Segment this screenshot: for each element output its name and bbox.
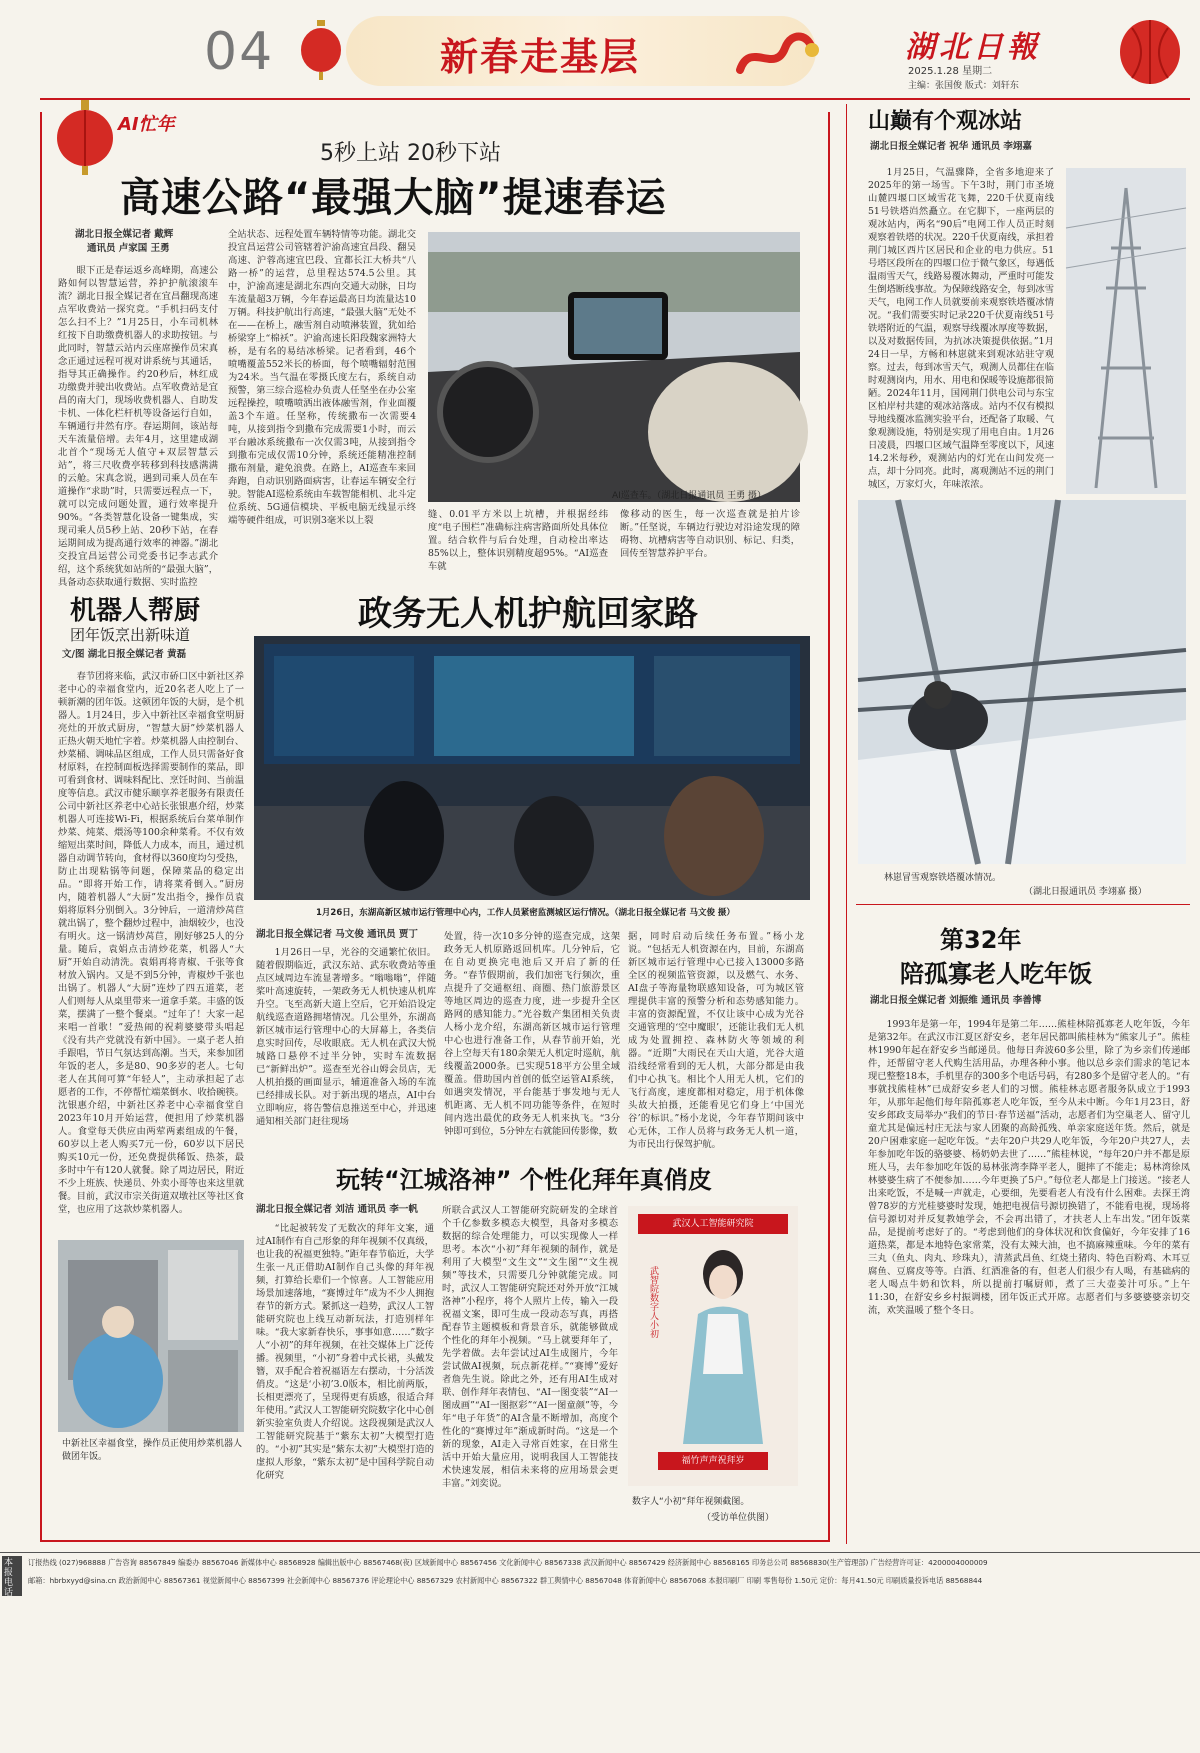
main-kicker: 5秒上站 20秒下站 (320, 141, 501, 166)
elderly-byline: 湖北日报全媒记者 刘振维 通讯员 李善博 (870, 995, 1042, 1006)
avatar-headline: 玩转“江城洛神” 个性化拜年真俏皮 (336, 1166, 712, 1194)
drone-photo-caption: 1月26日，东湖高新区城市运行管理中心内，工作人员紧密监测城区运行情况。（湖北日报全媒记者 马文俊 摄） (316, 908, 735, 918)
footer-rule (0, 1552, 1200, 1553)
main-col-4: 像移动的医生，每一次巡查就是拍片诊断。”任坚说，车辆边行驶边对沿途发现的障碍物、坑槽病害等自动识别、标记、归类，回传至智慧养护平台。 (620, 509, 800, 559)
right-column-rule (846, 104, 847, 1544)
robot-byline: 文/图 湖北日报全媒记者 黄磊 (62, 649, 187, 660)
date-line: 2025.1.28 星期二 (908, 66, 993, 77)
main-col-3: 缝、0.01平方米以上坑槽，并根据经纬度“电子围栏”准确标注病害路面所处具体位置。结合软件与后台处理，自动检出率达85%以上，整体识别精度超95%。“AI巡查车就 (428, 509, 608, 572)
image-vertical-text: 武智院数字人小初 (648, 1266, 658, 1338)
ice-body: 1月25日，气温骤降，全省多地迎来了2025年的第一场雪。下午3时，荆门市圣境山麓四堰口区域雪花飞舞，220千伏夏南线51号铁塔岿然矗立。在它脚下，一座两层的观冰站内，两名“90后”电网工作人员正时刻观察着铁塔的状况。220千伏夏南线，承担着荆门城区西片区居民和企业的电力供应。51号塔区段所在的四堰口位于微气象区，每遇低温雨雪天气，线路易覆冰舞动，严重时可能发生倒塔断线事故。为保障线路安全，每到冰雪天气，电网工作人员就要前来观察铁塔覆冰情况。“我们需要实时记录220千伏夏南线51号铁塔附近的气温，观察导线覆冰厚度等数据，以及对数据传回，为抗冰决策提供依据。”1月24日一早，方畅和林崽就来到观冰站驻守观察。过去，每到冰雪天气，观测人员都住在临时观测岗内，用水、用电和保暖等设施都很简陋。2024年11月，国网荆门供电公司与东宝区柏岸村共建的观冰站落成。站内不仅有模拟导地线覆冰监测实验平台，还配备了取暖、气象观测设施，特别是实现了用电自由。1月26日凌晨，四堰口区域气温降至零度以下，风速14.2米每秒，观测站内的灯光在山间发亮一点，却十分同亮。此时，离观测站不远的荆门城区，万家灯火，年味浓浓。 (868, 167, 1054, 490)
robot-subhead: 团年饭烹出新味道 (70, 626, 191, 644)
ice-headline: 山巅有个观冰站 (868, 109, 1023, 134)
corner-lantern-icon (55, 100, 115, 175)
masthead (0, 0, 1200, 100)
tower-photo (1066, 168, 1186, 494)
elderly-body: 1993年是第一年，1994年是第二年……熊桂林陪孤寡老人吃年饭，今年是第32年。在武汉市江夏区舒安乡，老年居民都叫熊桂林为“熊家儿子”。熊桂林1990年起在舒安乡当邮递员。他每日奔波60多公里，除了为乡亲们传递邮件，还帮留守老人代购生活用品，办理各种小事。他以总乡亲们需求的笔记本现已整整18本，手机里存的300多个电话号码，有280多个是留守老人的。“有事就找熊桂林”已成舒安乡老人们的习惯。熊桂林志愿者服务队成立于1993年，从那年起他们每年陪孤寡老人吃年饭，至今从未中断。今年1月23日，舒安乡郎政支局举办“我们的节日·春节送福”活动，志愿者们为空巢老人、留守儿童尤其是偏远村庄无法与家人团聚的高龄孤残、单亲家庭送年货。然后，就是20户困难家庭一起吃年饭。“去年20户共29人吃年饭，今年20户共27人，去年参加吃年饭的骆婆婆、杨奶奶去世了……”熊桂林说，“每年20户并不都是原班人马，去年参加吃年饭的易林张湾李降平老人，腿摔了不能走；易林湾徐凤林婆婆生病了不便参加……今年更换了5户。”每位老人都是上门接送。“接老人出来吃饭，不是喊一声就走，心要细，先要看老人有没有什么困难。去探王湾曾78岁的方光桂婆婆时发现，她把电视信号源切换错了，不能看电视，现场将信号源切对并反复教她学会，不会再出错了，才扶老人上车出发。”团年饭菜品，是提前考虑好了的。“考虑到他们的身体状况和饮食偏好，今年安排了16道热菜，都是本地特色家常菜，没有太辣大油，也不搞麻辣重味。今年的菜有三丸（鱼丸、肉丸、珍珠丸），清蒸武昌鱼、红烧土猪肉、特色百粉鸡、木耳豆腐鱼、豆腐皮等等。白酒、红酒准备的有，但老人们很少有人喝，有基础病的老人喝点牛奶和饮料，所以提前打嘱厨师，煮了三大壶姜汁可乐。”上午11:30，在舒安乡乡村振调楼，团年饭正式开席。志愿者们与多婆婆婆亲切交流，欢笑温暖了整个冬日。 (868, 1019, 1190, 1316)
footer-box-label: 本报电话 (2, 1556, 22, 1596)
robot-headline: 机器人帮厨 (70, 596, 201, 626)
lantern-decoration-icon (300, 20, 342, 80)
footer-line-2: 邮箱：hbrbxyyd@sina.cn 政治新闻中心 88567361 视觉新闻中心 88567399 社会新闻中心 88567376 评论理论中心 88567329 农村新闻中心 88567322 群工舆情中心 88567048 体育新闻中心 88567068 本报印刷厂 印刷 零售每份 1.50元 定价：每月41.50元 印刷质量投诉电话 88568844 (28, 1576, 983, 1585)
drone-byline: 湖北日报全媒记者 马文俊 通讯员 贾丁 (256, 929, 418, 940)
ice-byline: 湖北日报全媒记者 祝华 通讯员 李翊嘉 (870, 141, 1032, 152)
main-photo-caption: AI巡查车。（湖北日报通讯员 王勇 摄） (612, 491, 767, 501)
drone-col-3: 据，同时启动后续任务布置。”杨小龙说。“包括无人机资源在内，目前，东湖高新区城市运行管理中心已接入13000多路全区的视频监管资源，以及燃气、水务、AI盘子等海量物联感知设备，可为城区管理提供丰富的预警分析和态势感知能力。丰富的资源配置，不仅让该中心成为光谷交通管理的‘空中魔眼’，还能让我们无人机成为处置拥控、森林防火等领域的利器。“近期”大雨民在天山大道，光谷大道沿线经常看到的无人机，大部分都是由我们中心执飞。相比个人用无人机，它们的飞行高度，速度都相对稳定，用于机体像头故大拍摄，还能看见它们身上‘中国光谷’的标识。”杨小龙说，今年春节期间该中心无休，工作人员将与政务无人机一道，为市民出行保驾护航。 (628, 931, 804, 1150)
elderly-headline-2: 陪孤寡老人吃年饭 (900, 960, 1092, 988)
drone-headline: 政务无人机护航回家路 (358, 594, 698, 634)
main-byline-1: 湖北日报全媒记者 戴辉 (75, 229, 174, 240)
drone-col-1: 1月26日一早，光谷的交通繁忙依旧。随着假期临近，武汉东站、武东收费站等重点区域周边车流显著增多。“嗡嗡嗡”，伴随桨叶高速旋转，一架政务无人机快速从机库升空。飞至高新大道上空后，它开始沿设定航线巡查道路拥堵情况。几公里外，东湖高新区城市运行管理中心的大屏幕上，各类信息实时回传，尽收眼底。无人机在武汉大悦城路口悬停不过半分钟，实时车流数据已“新鲜出炉”。巡查至光谷山姆会员店，无人机拍摄的画面显示，辅道准备入场的车流已经排成长队。对于新出现的堵点，AI中台立即响应，将告警信息推送至中心，并迅速通知相关部门赶往现场 (256, 947, 436, 1127)
avatar-photo-caption-2: （受访单位供图） (702, 1513, 775, 1523)
ice-photo (858, 500, 1186, 864)
robot-body: 春节团将来临，武汉市硚口区中新社区养老中心的幸福食堂内，近20名老人吃上了一顿新潮的团年饭。这顿团年饭的大厨，是个机器人。1月24日，步入中新社区幸福食堂明厨亮灶的开放式厨房，“智慧大厨”炒菜机器人正热火朝天地忙字着。炒菜机器人由控制台、炒菜桶、调味品区组成，工作人员只需备好食材原料，在控制面板选择需要制作的菜品，即可看到食材、调味料配比、烹饪时间、当前温度等信息。武汉市健乐颐享养老服务有限责任公司中新社区养老中心站长张银惠介绍，炒菜机器人可连接Wi-Fi，根据系统后台菜单制作炒菜、炖菜、煨汤等100余种菜肴。不仅有效缩短出菜时间，降低人力成本，而且，通过机器自动调节转向，食材得以360度均匀受热，防止出现粘锅等问题，保障菜品的稳定出品。“即将开始工作，请将菜肴倒入。”厨房内，随着机器人“大厨”发出指令，操作员袁娟将原料分别倒入。3分钟后，一道清炒莴苣就出锅了，整个翻炒过程中，油烟较少，也没有明火。这一锅清炒莴苣，刚好够25人的分量。随后，袁娟点击清炒花菜，机器人“大厨”开始自动清洗。袁娟再将青椒、千张等食材放入锅内。又是不到5分钟，青椒炒千张也出锅了。机器人“大厨”连炒了四五道菜，老人们则每人从桌里带来一道拿手菜。丰盛的饭菜，摆满了一整个餐桌。“过年了！大家一起来唱一首歌！”爱热闹的祝莉婆婆带头唱起《没有共产党就没有新中国》。一桌子老人拍手跟唱，节日气氛达到高潮。当天，来参加团年饭的老人，多是80、90多岁的老人。七旬老人在其间可算“年轻人”，主动承担起了志愿者的工作，不停帮忙端菜倒水、收拾碗筷。沈银惠介绍，中新社区养老中心幸福食堂自2023年10月开始运营，便担用了炒菜机器人。食堂每天供应由两荤两素组成的午餐，60岁以上老人购买7元一份，60岁以下居民购买10元一份，还免费提供稀饭、热茶，最多时中午有120人就餐。除了周边居民，附近不少上班族、快递员、外卖小哥等也来这里就餐。目前，武汉市宗关街道双墩社区等社区食堂，也应用了这款炒菜机器人。 (58, 671, 244, 1215)
footer-line-1: 订报热线 (027)968888 广告咨询 88567849 编委办 88567046 新媒体中心 88568928 编辑出版中心 88567468(夜) 区域新闻中心 88567456 文化新闻中心 88567338 武汉新闻中心 88567429 经济新闻中心 88568165 印务总公司 88568830(生产管理部) 广告经营许可证：4200004000009 (28, 1558, 988, 1567)
image-banner-text: 福竹声声祝拜岁 (658, 1452, 768, 1470)
avatar-col-2: 所联合武汉人工智能研究院研发的全球首个千亿参数多模态大模型，具备对多模态数据的综合处理能力，可以实现像人一样思考。本次“小初”拜年视频的制作，就是利用了大模型“文生文”“文生图”“文生视频”等技术，只需要几分钟就能完成。同时，武汉人工智能研究院还对外开放“江城洛神”小程序，将个人照片上传，输入一段祝福文案，即可生成一段动态写真，再搭配春节主题模板和背景音乐，就能够做成个性化的拜年小视频。“马上就要拜年了，先学着做。去年尝试过AI生成图片，今年尝试做AI视频，玩点新花样。”“赛博”爱好者詹先生说。除此之外，还有用AI生成对联、创作拜年表情包、“AI一图变装”“AI一图成画”“AI一图抠彩”“AI一图童颜”等，今年“电子年货”的AI含量不断增加，高度个性化的“赛博过年”渐成新时尚。“这是一个新的现象，AI走入寻常百姓家，在日常生活中开始大量应用，说明我国人工智能技术快速发展，相信未来将的应用场景会更丰富。”刘奕说。 (442, 1205, 618, 1489)
main-col-1: 眼下正是春运返乡高峰期，高速公路如何以智慧运营，养护护航滚滚车流？湖北日报全媒记者在宜昌翻现高速点军收费站一探究竟。“手机扫码支付怎么扫不上？”1月25日，小车司机林红按下自助缴费机器人的求助按钮。与此同时，智慧云站内云座席操作员宋真念正通过远程可视对讲系统与其通话，指导其正确操作。约20秒后，林红成功缴费并驶出收费站。点军收费站是宜昌的南大门，现场收费机器人、自助发卡机、一体化栏杆机等设备运行自如，车辆通行井然有序。春运期间，该站每天车流量倍增。去年4月，这里建成湖北首个“现场无人值守+双层智慧云站”，将三尺收费亭转移到科技感满满的云舱。宋真念说，遇到司乘人员在车道操作“求助”时，只需要远程点一下，就可以完成问题处置，通行效率提升90%。“各类智慧化设备一键集成，实现司乘人员5秒上站、20秒下站，在春运期间成为提高通行效率的神器。”湖北交投宜昌运营公司党委书记李志武介绍，这个系统犹如站所的“最强大脑”，具备动态获取通行数据、实时监控 (58, 265, 218, 588)
paper-name: 湖北日報 (905, 30, 1041, 65)
main-col-2: 全站状态、远程处置车辆特情等功能。湖北交投宜昌运营公司管辖着沪渝高速宜昌段、翻吴高速、沪蓉高速宜巴段、宜都长江大桥共“八路一桥”的运营，总里程达574.5公里。其中，沪渝高速是湖北东西向交通大动脉，日均车流量超3万辆，今年春运最高日均流量达10万辆。科技护航出行高速，“最强大脑”无处不在——在桥上，融雪剂自动喷淋装置，犹如给桥梁穿上“棉袄”。沪渝高速长阳段魏家洲特大桥，是有名的易结冰桥梁。记者看到，46个喷嘴覆盖552米长的桥面，每个喷嘴辐射范围为24米。当气温在零摄氏度左右，系统自动预警，第三综合巡检办负责人任坚坐在办公室远程操控，喷嘴喷洒出液体融雪剂，作业面覆盖3个车道。任坚称，传统撒布一次需要4吨，从接到指令到撒布完成需要1小时，而云平台融冰系统撒布一次仅需3吨，从接到指令到撒布完成仅需10分钟，系统还能精准控制撒布剂量，避免浪费。在路上，AI巡查车来回奔跑，自动识别路面病害，让春运车辆安全行驶。智能AI巡检系统由车载智能相机、北斗定位系统、5G通信模块、平板电脑无线显示终端等硬件组成，可识别3毫米以上裂 (228, 229, 416, 526)
image-org-label: 武汉人工智能研究院 (638, 1214, 788, 1234)
column-tag: AI忙年 (118, 114, 175, 135)
section-title: 新春走基层 (440, 35, 641, 79)
drone-col-2: 处置，待一次10多分钟的巡查完成，这架政务无人机原路返回机库。几分钟后，它在自动更换完电池后又开启了新的任务。“春节假期前，我们加密飞行频次，重点提升了交通枢纽、商圈、热门旅游景区等地区周边的巡查力度，进一步提升全区路网的感知能力。”光谷数产集团相关负责人杨小龙介绍，东湖高新区城市运行管理中心也进行准备工作，从春节前开始，光谷上空每天有180余架无人机定时巡航，航线覆盖2000条。已实现518平方公里全域覆盖。借助国内首创的低空运管AI系统，如遇突发情况，平台能基于事发地与无人机距离、无人机不同功能等条件，在短时间内选出最优的政务无人机来执飞。“3分钟即可到位，5分钟左右就能回传影像，数 (444, 931, 620, 1137)
right-section-rule (856, 904, 1190, 905)
snake-decoration-icon (730, 20, 820, 82)
ai-inspection-photo (428, 232, 800, 502)
digital-human-figure-icon (668, 1244, 778, 1444)
elderly-headline-1: 第32年 (940, 926, 1022, 954)
robot-photo-caption: 中新社区幸福食堂，操作员正使用炒菜机器人做团年饭。 (62, 1439, 243, 1462)
digital-human-image (628, 1206, 798, 1486)
avatar-col-1: “比起被转发了无数次的拜年文案，通过AI制作有自己形象的拜年视频不仅真级，也让我的祝福更独特。”距年春节临近，大学生张一凡正借助AI制作自己头像的拜年视频，打算给长辈们一个惊喜。人工智能应用场景加速落地，“赛博过年”成为不少人拥抱春节的新方式。紧抓这一趋势，武汉人工智能研究院也上线互动新玩法，打造别样年味。“我大家新春快乐，事事如意……”数字人“小初”的拜年视频，在社交媒体上广泛传播。视频里，“小初”身着中式长裙，头戴发簪，双手配合着祝福语左右摆动，十分活泼俏皮。“这是‘小初’3.0版本，相比前两版，长相更漂亮了，呈现得更有质感，很适合拜年使用。”武汉人工智能研究院数字化中心创新实验室负责人介绍说。这段视频是武汉人工智能研究院基于“紫东太初”大模型打造的。“小初”其实是“紫东太初”大模型打造的虚拟人形象，“紫东太初”是中国科学院自动化研究 (256, 1223, 434, 1481)
page-number: 04 (204, 22, 275, 82)
avatar-photo-caption-1: 数字人“小初”拜年视频截图。 (632, 1497, 750, 1507)
ice-photo-caption-1: 林崽冒雪观察铁塔覆冰情况。 (884, 873, 1002, 883)
drone-control-photo (254, 636, 810, 900)
editors-line: 主编：张国俊 版式：刘轩东 (908, 81, 1019, 91)
avatar-byline: 湖北日报全媒记者 刘洁 通讯员 李一帆 (256, 1204, 418, 1215)
header-rule (40, 98, 1190, 100)
robot-kitchen-photo (58, 1240, 244, 1432)
ice-photo-caption-2: （湖北日报通讯员 李翊嘉 摄） (1024, 887, 1147, 897)
main-byline-2: 通讯员 卢家国 王勇 (87, 243, 170, 254)
right-lantern-icon (1110, 8, 1190, 96)
main-headline: 高速公路“最强大脑”提速春运 (120, 175, 667, 221)
